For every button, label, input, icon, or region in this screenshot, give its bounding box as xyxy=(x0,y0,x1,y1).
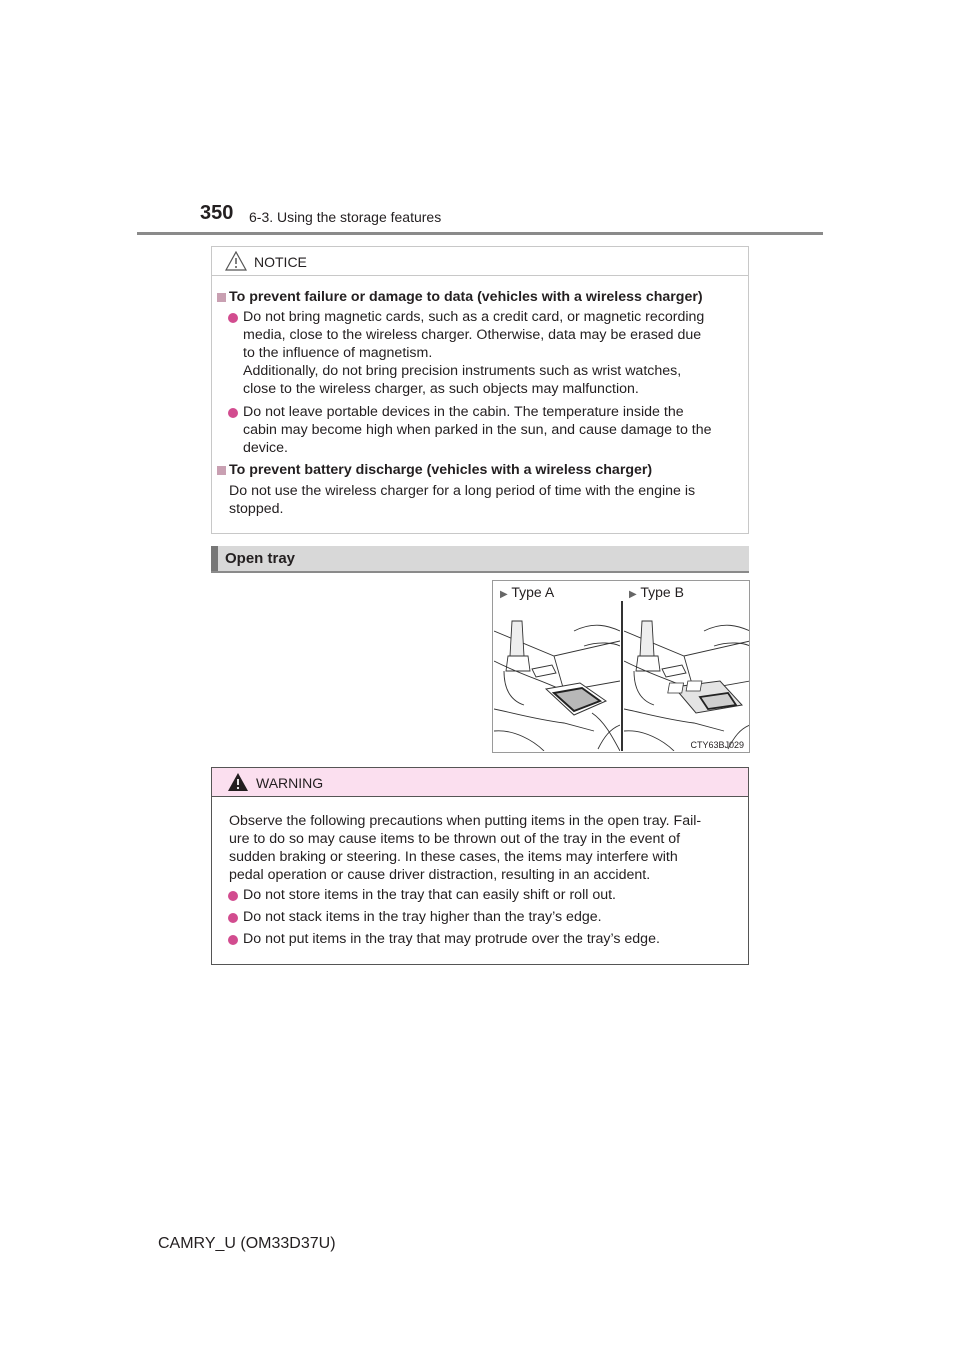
warning-title: WARNING xyxy=(256,775,324,791)
notice-heading-2 xyxy=(212,462,748,480)
warning-bullet-2 xyxy=(212,909,748,927)
type-b-illustration xyxy=(624,601,750,751)
open-tray-figure xyxy=(492,580,750,753)
type-b-label: ▶ Type B xyxy=(629,584,684,600)
warning-header xyxy=(212,768,748,797)
notice-heading-1 xyxy=(212,289,748,307)
line: Do not bring magnetic cards, such as a credit card, or magnetic recording xyxy=(243,309,705,325)
bullet-dot-icon xyxy=(228,313,238,323)
section-title: 6-3. Using the storage features xyxy=(249,209,442,225)
square-bullet-icon xyxy=(217,466,226,475)
heading-text: To prevent failure or damage to data (vehicles with a wireless charger) xyxy=(229,289,703,305)
line: sudden braking or steering. In these cases, the items may interfere with xyxy=(229,849,678,865)
notice-header xyxy=(212,247,748,276)
warning-triangle-icon xyxy=(227,772,249,792)
notice-paragraph xyxy=(212,483,748,519)
bullet-dot-icon xyxy=(228,935,238,945)
line: stopped. xyxy=(229,501,284,517)
bullet-dot-icon xyxy=(228,913,238,923)
section-bar xyxy=(211,546,749,573)
line: media, close to the wireless charger. Otherwise, data may be erased due xyxy=(243,327,702,343)
bullet-dot-icon xyxy=(228,408,238,418)
heading-text: To prevent battery discharge (vehicles with a wireless charger) xyxy=(229,462,653,478)
caution-triangle-icon xyxy=(225,251,247,271)
line: close to the wireless charger, as such objects may malfunction. xyxy=(243,381,639,397)
line: to the influence of magnetism. xyxy=(243,345,433,361)
footer-model: CAMRY_U (OM33D37U) xyxy=(158,1235,336,1252)
line: Additionally, do not bring precision instruments such as wrist watches, xyxy=(243,363,682,379)
line: cabin may become high when parked in the sun, and cause damage to the xyxy=(243,422,712,438)
page-number: 350 xyxy=(200,202,234,224)
section-bar-title: Open tray xyxy=(225,550,296,567)
figure-code: CTY63BJ029 xyxy=(690,740,744,750)
type-a-illustration xyxy=(494,601,620,751)
line: Observe the following precautions when putting items in the open tray. Fail- xyxy=(229,813,702,829)
line: Do not store items in the tray that can easily shift or roll out. xyxy=(243,887,616,903)
square-bullet-icon xyxy=(217,293,226,302)
line: Do not put items in the tray that may protrude over the tray’s edge. xyxy=(243,931,660,947)
notice-bullet-1 xyxy=(212,309,748,399)
arrow-right-icon: ▶ xyxy=(629,589,637,600)
line: Do not use the wireless charger for a long period of time with the engine is xyxy=(229,483,696,499)
header-rule xyxy=(137,232,823,235)
type-a-label: ▶ Type A xyxy=(500,584,555,600)
figure-divider xyxy=(621,601,623,751)
notice-bullet-2 xyxy=(212,404,748,458)
warning-bullet-1 xyxy=(212,887,748,905)
line: Do not leave portable devices in the cabin. The temperature inside the xyxy=(243,404,684,420)
warning-intro xyxy=(212,813,748,885)
notice-title: NOTICE xyxy=(254,254,307,270)
warning-bullet-3 xyxy=(212,931,748,949)
line: pedal operation or cause driver distraction, resulting in an accident. xyxy=(229,867,651,883)
warning-box xyxy=(211,767,749,965)
line: ure to do so may cause items to be thrown out of the tray in the event of xyxy=(229,831,681,847)
section-bar-edge xyxy=(211,546,218,571)
line: Do not stack items in the tray higher than the tray’s edge. xyxy=(243,909,602,925)
notice-box xyxy=(211,246,749,534)
line: device. xyxy=(243,440,288,456)
arrow-right-icon: ▶ xyxy=(500,589,508,600)
bullet-dot-icon xyxy=(228,891,238,901)
